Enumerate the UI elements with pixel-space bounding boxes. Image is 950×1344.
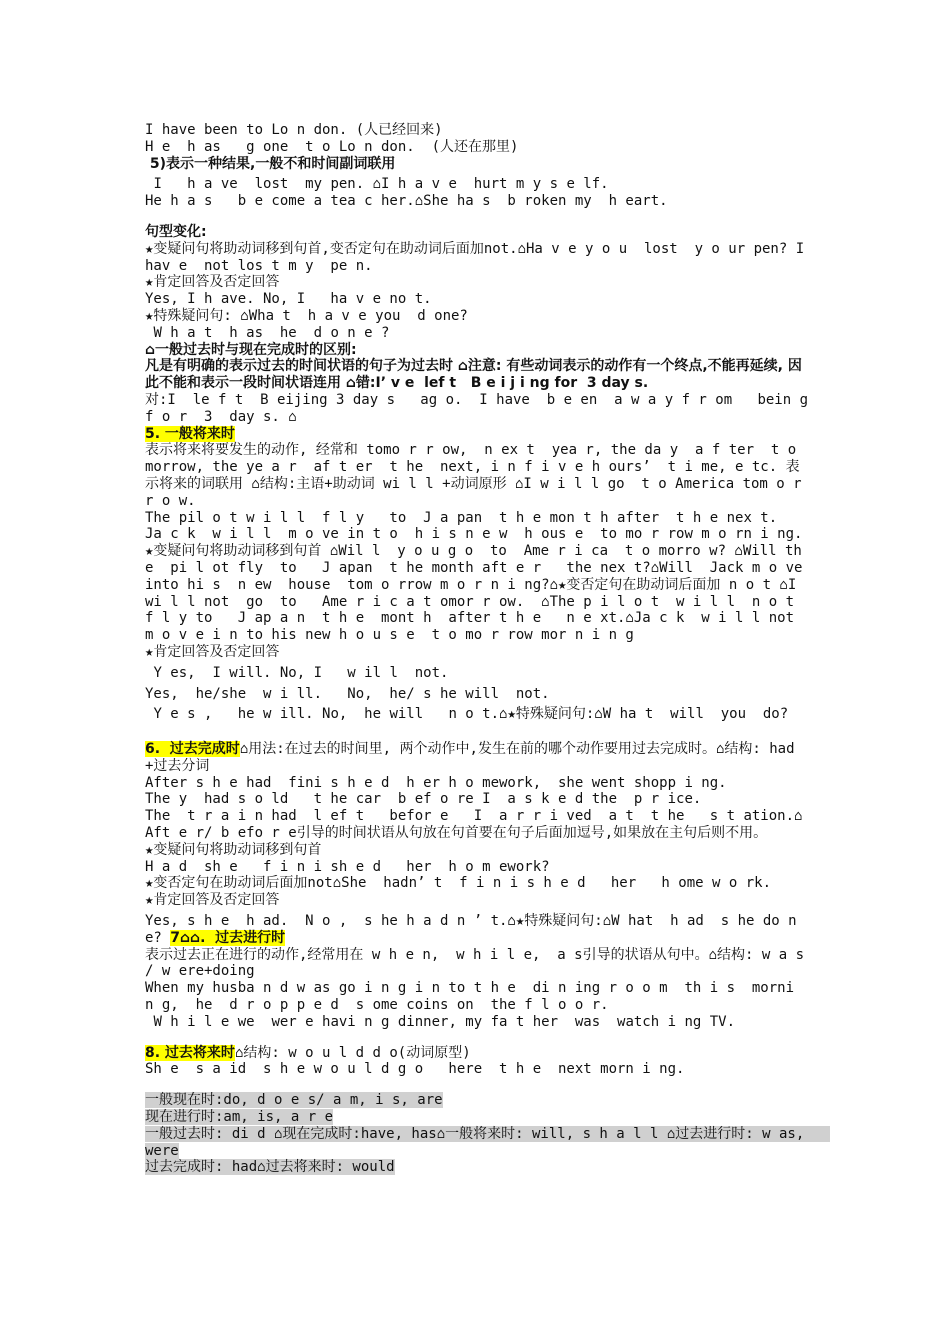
example-sentence: 对:I le f t B eijing 3 day s ag o. I have b e en a w a y f r om bein g f o r 3 day s. ⌂	[145, 391, 825, 425]
example-sentence: When my husba n d w as go i n g i n to t h e di n ing r o o m th i s morni n g, he d r o p p e d s ome coins on the f l o o r.	[145, 980, 803, 1014]
rule-text: ★变否定句在助动词后面加not⌂She hadn’ t f i n i s h e d her h ome w o rk.	[145, 875, 772, 892]
rule-text: ★肯定回答及否定回答	[145, 892, 280, 909]
rule-heading: 5)表示一种结果,一般不和时间副词联用	[145, 155, 396, 172]
rule-text	[145, 358, 810, 392]
summary-line	[145, 1159, 810, 1176]
rule-text: ★特殊疑问句: ⌂Wha t h a v e you d one?	[145, 307, 468, 324]
highlighted-heading: 5. 一般将来时	[145, 425, 235, 442]
example-sentence: Yes, he/she w i ll. No, he/ s he will not.	[145, 685, 550, 702]
section-heading-future	[145, 426, 810, 443]
document-body	[145, 122, 830, 1176]
highlighted-heading: 8. 过去将来时	[145, 1044, 235, 1061]
grey-highlight: 一般现在时:do, d o e s/ a m, i s, are	[145, 1092, 443, 1109]
example-sentence: He h a s b e come a tea c her.⌂She ha s b roken my h eart.	[145, 193, 668, 210]
grey-highlight: 现在进行时:am, is, a r e	[145, 1109, 334, 1126]
example-sentence: Yes, I h ave. No, I ha v e no t.	[145, 291, 432, 308]
example-sentence: After s h e had fini s h e d h er h o mework, she went shopp i ng.	[145, 774, 727, 791]
example-sentence: The pil o t w i l l f l y to J a pan t h e mon t h after t h e nex t.	[145, 509, 778, 526]
grey-highlight: 一般过去时: di d ⌂现在完成时:have, has⌂一般将来时: will, s h a l l ⌂过去进行时: w as, were	[145, 1125, 830, 1159]
example-sentence: H e h as g one t o Lo n don. (人还在那里)	[145, 138, 519, 155]
rule-heading: ⌂一般过去时与现在完成时的区别:	[145, 341, 357, 358]
summary-line	[145, 1092, 810, 1109]
rule-text: 表示将来将要发生的动作, 经常和 tomo r r ow, n ex t yea r, the da y a f ter t o morrow, the ye a r af t er t he next, i n f i v e h ours’ t i me, e tc. 表示将来的词联用 ⌂结构:主语+助动词 wi l l +动词原形 ⌂I w i l l go t o America tom o r r o w.	[145, 442, 811, 509]
example-sentence: I have been to Lo n don. (人已经回来)	[145, 122, 443, 138]
example-sentence: H a d sh e f i n i sh e d her h o m ework?	[145, 858, 550, 875]
example-sentence: Sh e s a id s h e w o u l d g o here t h e next morn i ng.	[145, 1061, 685, 1078]
grey-highlight: 过去完成时: had⌂过去将来时: would	[145, 1159, 395, 1176]
example-sentence: The t r a i n had l ef t befor e I a r r i ved a t t he s t ation.⌂Aft e r/ b efo r e引导的时间状语从句放在句首要在句子后面加逗号,如果放在主句后则不用。	[145, 808, 803, 842]
tense-summary	[145, 1092, 830, 1176]
section-heading-past-perfect	[145, 741, 810, 775]
rule-text-bold: 凡是有明确的表示过去的时间状语的句子为过去时 ⌂注意: 有些动词表示的动作有一个终点,不能再延续, 因此不能和表示一段时间状语连用 ⌂错:I’ v e lef t B e i j i ng for 3 day s.	[145, 358, 802, 392]
rule-text: ★变疑问句将助动词移到句首	[145, 841, 322, 858]
summary-line	[145, 1109, 810, 1126]
example-sentence: The y had s o ld t he car b ef o re I a s k e d the p r ice.	[145, 791, 702, 808]
example-sentence: Ja c k w i l l m o ve in t o h i s n e w h ous e to mo r row m o rn i ng.	[145, 526, 803, 543]
example-sentence: I h a ve lost my pen. ⌂I h a v e hurt m y s e lf.	[145, 176, 609, 193]
example-sentence: Y es, I will. No, I w il l not.	[145, 664, 449, 681]
rule-text: ★变疑问句将助动词移到句首 ⌂Wil l y o u g o to Ame r i ca t o morro w? ⌂Will the pi l ot fly to J apan t he month aft e r the nex t?⌂Will Jack m o ve into hi s n ew house tom o rrow m o r n i ng?⌂★变否定句在助动词后面加 n o t ⌂I wi l l not go to Ame r i c a t omor r ow. ⌂The p i l o t w i l l n o t f l y to J ap a n t h e mont h after t h e n e xt.⌂Ja c k w i l l not m o v e i n to his new h o u s e t o mo r row mor n i n g	[145, 543, 814, 644]
example-sentence: Yes, s h e h ad. N o , s he h a d n ’ t.⌂★特殊疑问句:⌂W hat h ad s he do n e?	[145, 913, 806, 946]
rule-text: ⌂结构: w o u l d d o(动词原型)	[234, 1044, 471, 1061]
section-heading-future-in-past	[145, 1045, 810, 1062]
rule-text: ⌂用法:在过去的时间里, 两个动作中,发生在前的哪个动作要用过去完成时。⌂结构: had+过去分词	[145, 741, 795, 774]
section-heading-past-progressive	[145, 913, 810, 947]
rule-text: ★肯定回答及否定回答	[145, 274, 280, 291]
example-sentence: Y e s , he w ill. No, he will n o t.⌂★特殊疑问句:⌂W ha t will you do?	[145, 706, 789, 723]
rule-text: ★变疑问句将助动词移到句首,变否定句在助动词后面加not.⌂Ha v e y o u lost y o ur pen? I hav e not los t m y pe n.	[145, 240, 813, 274]
example-sentence: W h i l e we wer e havi n g dinner, my fa t her was watch i ng TV.	[145, 1013, 736, 1030]
summary-line	[145, 1125, 830, 1160]
example-sentence: W h a t h as he d o n e ?	[145, 324, 390, 341]
highlighted-heading: 6. 过去完成时	[145, 741, 240, 758]
rule-text: ★肯定回答及否定回答	[145, 643, 280, 660]
section-label: 句型变化:	[145, 223, 207, 240]
highlighted-heading: 7⌂⌂. 过去进行时	[170, 929, 286, 946]
rule-text: 表示过去正在进行的动作,经常用在 w h e n, w h i l e, a s引导的状语从句中。⌂结构: w a s / w ere+doing	[145, 946, 813, 980]
